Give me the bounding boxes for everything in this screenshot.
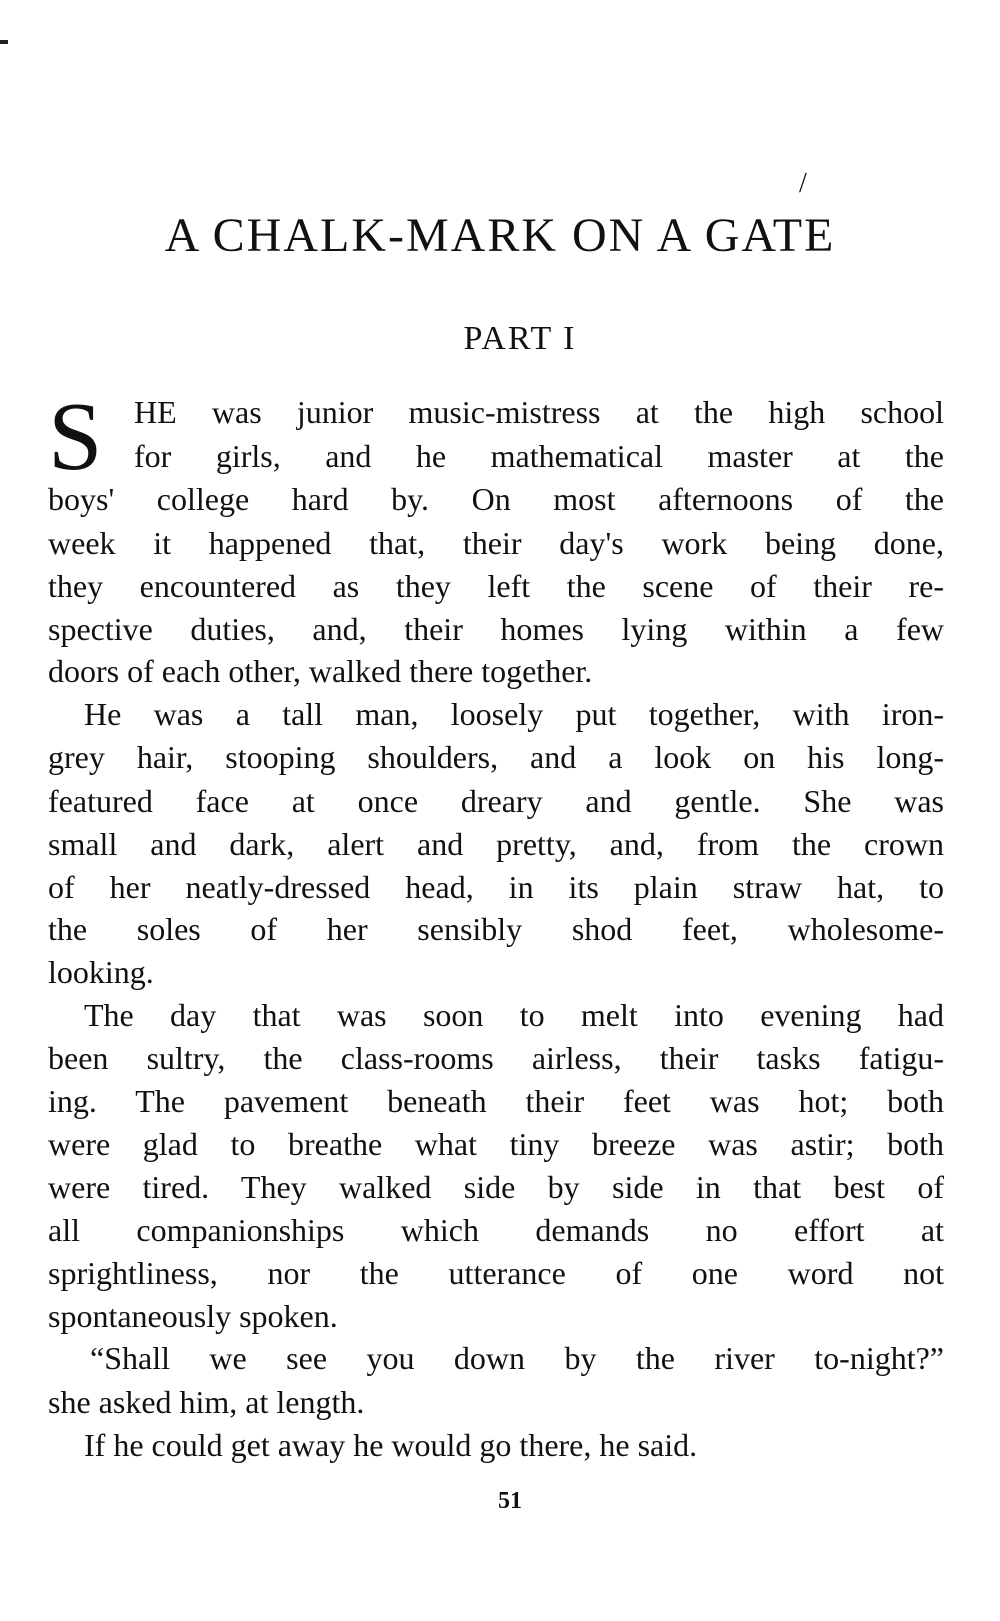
text-line: boys' college hard by. On most afternoons of the bbox=[48, 481, 944, 517]
text-line: the soles of her sensibly shod feet, wholesome- bbox=[48, 911, 944, 947]
text-line: spontaneously spoken. bbox=[48, 1298, 338, 1334]
text-line: spective duties, and, their homes lying within a few bbox=[48, 611, 944, 647]
text-line: doors of each other, walked there together. bbox=[48, 653, 593, 689]
text-line: sprightliness, nor the utterance of one word not bbox=[48, 1255, 944, 1291]
text-line: He was a tall man, loosely put together, with iron- bbox=[84, 696, 944, 732]
scan-edge-mark bbox=[0, 40, 8, 44]
drop-cap: S bbox=[48, 383, 103, 491]
text-line: If he could get away he would go there, he said. bbox=[84, 1427, 698, 1463]
text-line: featured face at once dreary and gentle. She was bbox=[48, 783, 944, 819]
text-line: HE was junior music-mistress at the high school bbox=[134, 394, 944, 430]
text-line: ing. The pavement beneath their feet was hot; both bbox=[48, 1083, 944, 1119]
text-line: for girls, and he mathematical master at the bbox=[134, 438, 944, 474]
chapter-title: A CHALK-MARK ON A GATE bbox=[164, 209, 836, 262]
text-line: small and dark, alert and pretty, and, from the crown bbox=[48, 826, 944, 862]
text-line: all companionships which demands no effort at bbox=[48, 1212, 944, 1248]
text-line: week it happened that, their day's work being done, bbox=[48, 525, 944, 561]
text-line: been sultry, the class-rooms airless, their tasks fatigu- bbox=[48, 1040, 944, 1076]
text-line: looking. bbox=[48, 954, 154, 990]
text-line: were tired. They walked side by side in that best of bbox=[48, 1169, 944, 1205]
page-number: 51 bbox=[498, 1488, 522, 1514]
text-line: grey hair, stooping shoulders, and a look on his long- bbox=[48, 739, 944, 775]
text-line: of her neatly-dressed head, in its plain straw hat, to bbox=[48, 869, 944, 905]
part-heading: PART I bbox=[463, 320, 577, 357]
text-line: they encountered as they left the scene of their re- bbox=[48, 568, 944, 604]
text-line: were glad to breathe what tiny breeze was astir; both bbox=[48, 1126, 944, 1162]
text-line: The day that was soon to melt into evening had bbox=[84, 997, 944, 1033]
text-line: “Shall we see you down by the river to-night?” bbox=[90, 1340, 944, 1376]
accent-mark: / bbox=[799, 168, 807, 199]
text-line: she asked him, at length. bbox=[48, 1384, 365, 1420]
